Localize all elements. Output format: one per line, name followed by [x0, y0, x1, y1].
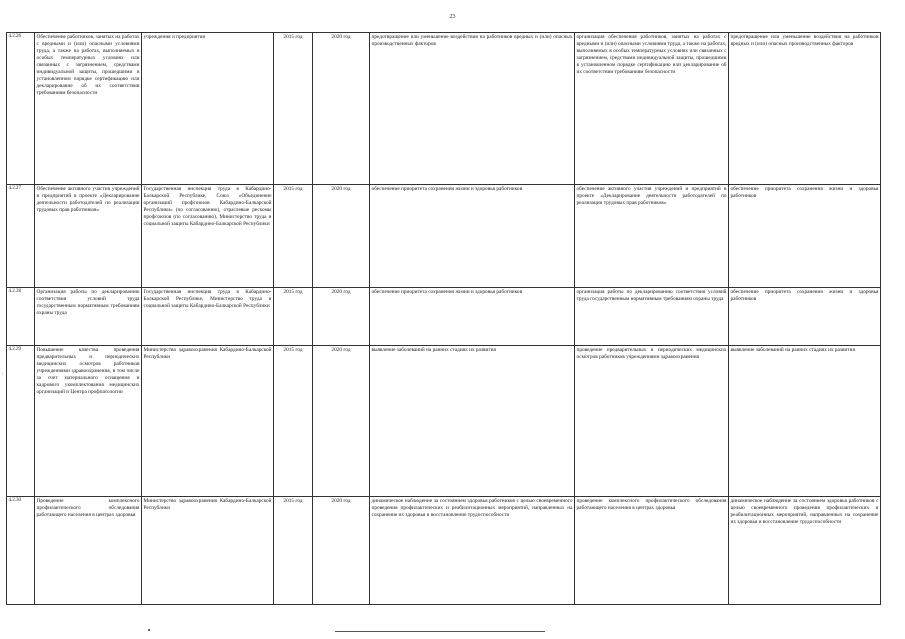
expected-result: динамическое наблюдение за состоянием здоровья работников с целью своевременного проведения профилактических и реабилитационных мероприятий, направленных на сохранение их здоровья и восстановление трудоспособности [370, 497, 575, 605]
scan-dot [148, 629, 150, 631]
measure-title: Обеспечение работников, занятых на работах с вредными и (или) опасными условиями труда, а также на работах, выполняемых в особых температурных условиях или связанных с загрязнением, средствами индивидуальной защиты, прошедшими в установленном порядке сертификацию или декларирование об их соответствии требованиям безопасности [35, 33, 142, 185]
start-year: 2015 год [274, 33, 313, 185]
row-number: 4.2.29 [7, 346, 35, 497]
table-row [7, 288, 881, 346]
table-row [7, 497, 881, 605]
executor: Государственная инспекция труда в Кабардино-Балкарской Республике, Министерство труда и социальной защиты Кабардино-Балкарской Республики [142, 288, 274, 346]
row-number: 4.2.30 [7, 497, 35, 605]
margin-mark: : [2, 372, 4, 377]
main-direction: проведение комплексного профилактического обследования работающего населения в центрах здоровья [575, 497, 729, 605]
bottom-rule [335, 631, 545, 632]
expected-result: обеспечение приоритета сохранения жизни и здоровья работников [370, 288, 575, 346]
start-year: 2015 год [274, 288, 313, 346]
executor: Министерство здравоохранения Кабардино-Балкарской Республики [142, 497, 274, 605]
target-effect: динамическое наблюдение за состоянием здоровья работников с целью своевременного проведения профилактических и реабилитационных мероприятий, направленных на сохранение их здоровья и восстановление трудоспособности [729, 497, 881, 605]
executor: Министерство здравоохранения Кабардино-Балкарской Республики [142, 346, 274, 497]
row-number: 4.2.27 [7, 185, 35, 288]
expected-result: обеспечение приоритета сохранения жизни и здоровья работников [370, 185, 575, 288]
end-year: 2020 год [313, 33, 370, 185]
main-direction: организация обеспечения работников, занятых на работах с вредными и (или) опасными условиями труда, а также на работах, выполняемых в особых температурных условиях или связанных с загрязнением, средствами индивидуальной защиты, прошедшими в установленном порядке сертификацию или декларирование об их соответствии требованиям безопасности [575, 33, 729, 185]
measure-title: Организация работы по декларированию соответствия условий труда государственным нормативным требованиям охраны труда [35, 288, 142, 346]
start-year: 2015 год [274, 346, 313, 497]
page-number: 23 [449, 14, 456, 20]
target-effect: обеспечение приоритета сохранения жизни и здоровья работников [729, 288, 881, 346]
row-number: 4.2.26 [7, 33, 35, 185]
start-year: 2015 год [274, 497, 313, 605]
measure-title: Проведение комплексного профилактического обследования работающего населения в центрах здоровья [35, 497, 142, 605]
target-effect: обеспечение приоритета сохранения жизни и здоровья работников [729, 185, 881, 288]
end-year: 2020 год [313, 288, 370, 346]
table-row [7, 346, 881, 497]
main-direction: проведение предварительных и периодических медицинских осмотров работников учреждениями здравоохранения [575, 346, 729, 497]
expected-result: выявление заболеваний на ранних стадиях их развития [370, 346, 575, 497]
target-effect: выявление заболеваний на ранних стадиях их развития [729, 346, 881, 497]
measure-title: Обеспечение активного участия учреждений и предприятий в проекте «Декларирование деятельности работодателей по реализации трудовых прав работников» [35, 185, 142, 288]
end-year: 2020 год [313, 497, 370, 605]
row-number: 4.2.28 [7, 288, 35, 346]
measures-table [6, 32, 881, 605]
table-row [7, 185, 881, 288]
executor: учреждения и предприятия [142, 33, 274, 185]
table-row [7, 33, 881, 185]
main-direction: организация работы по декларированию соответствия условий труда государственным нормативным требованиям охраны труда [575, 288, 729, 346]
expected-result: предотвращение или уменьшение воздействия на работников вредных и (или) опасных производственных факторов [370, 33, 575, 185]
target-effect: предотвращение или уменьшение воздействия на работников вредных и (или) опасных производственных факторов [729, 33, 881, 185]
measure-title: Повышение качества проведения предварительных и периодических медицинских осмотров работников учреждениями здравоохранения, в том числе за счет материального оснащения и кадрового укомплектования медицинских организаций и Центра профпатологии [35, 346, 142, 497]
start-year: 2015 год [274, 185, 313, 288]
end-year: 2020 год [313, 346, 370, 497]
executor: Государственная инспекция труда в Кабардино-Балкарской Республике, Союз «Объединение организаций профсоюзов Кабардино-Балкарской Республики» (по согласованию), отраслевые рескомы профсоюзов (по согласованию), Министерство труда и социальной защиты Кабардино-Балкарской Республики [142, 185, 274, 288]
end-year: 2020 год [313, 185, 370, 288]
main-direction: обеспечение активного участия учреждений и предприятий в проекте «Декларирование деятельности работодателей по реализации трудовых прав работников» [575, 185, 729, 288]
